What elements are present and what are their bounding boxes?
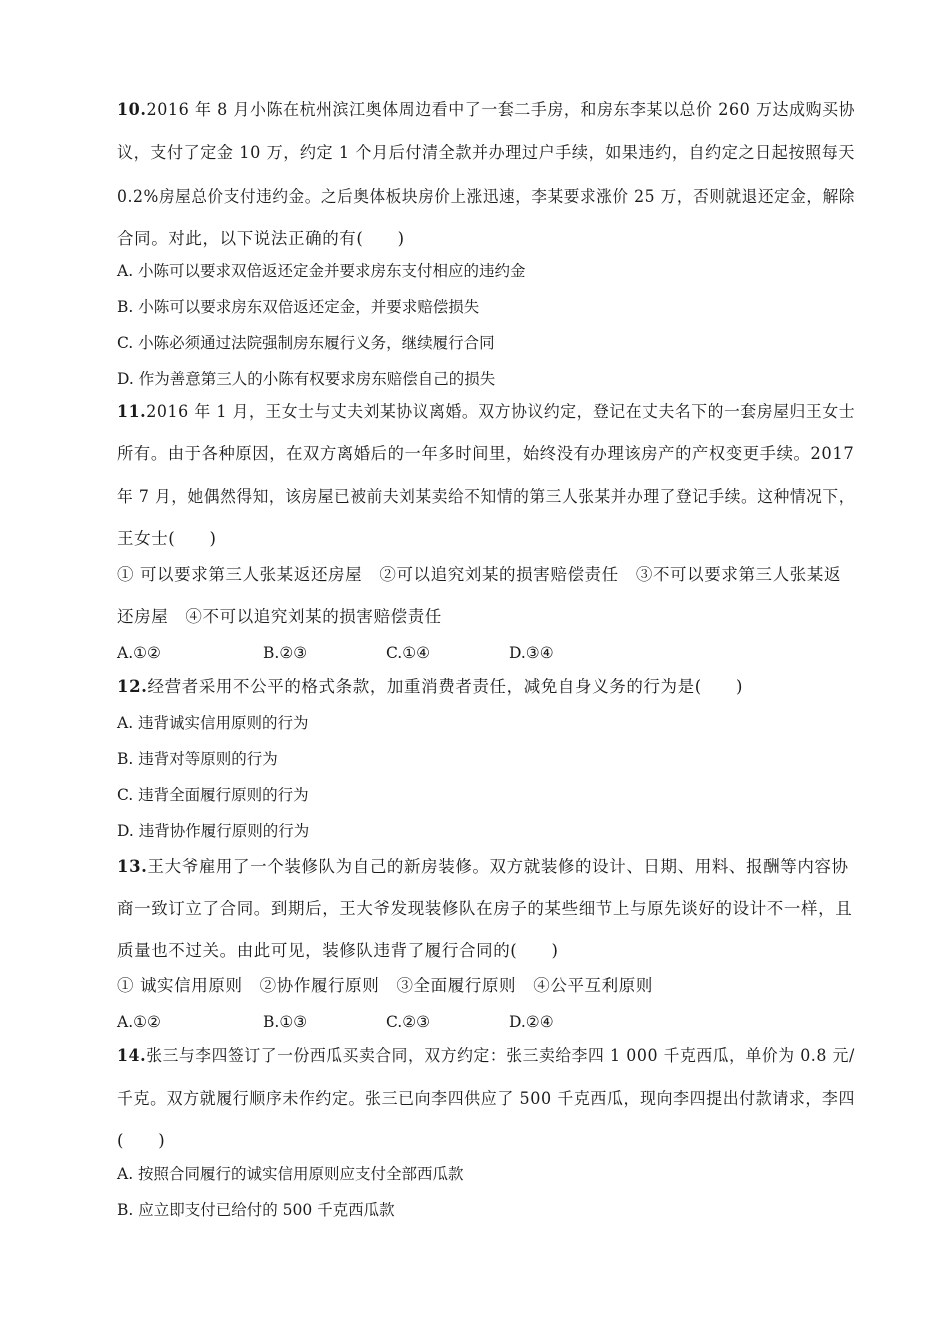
choice-c: C.②③ — [386, 1013, 431, 1031]
statement-line: ① 诚实信用原则 ②协作履行原则 ③全面履行原则 ④公平互利原则 — [117, 976, 653, 995]
question-stem-line: 12.经营者采用不公平的格式条款，加重消费者责任，减免自身义务的行为是( ) — [117, 677, 743, 696]
question-number: 11. — [117, 402, 147, 421]
option-d: D. 违背协作履行原则的行为 — [117, 822, 310, 840]
option-b: B. 小陈可以要求房东双倍返还定金，并要求赔偿损失 — [117, 298, 480, 316]
question-stem-line: 王女士( ) — [117, 529, 217, 548]
option-a: A. 小陈可以要求双倍返还定金并要求房东支付相应的违约金 — [117, 262, 526, 280]
question-stem-line: 14.张三与李四签订了一份西瓜买卖合同，双方约定：张三卖给李四 1 000 千克西瓜，单价为 0.8 元/ — [117, 1046, 855, 1065]
question-stem-line: 所有。由于各种原因，在双方离婚后的一年多时间里，始终没有办理该房产的产权变更手续。2017 — [117, 444, 855, 463]
question-stem-line: 年 7 月，她偶然得知，该房屋已被前夫刘某卖给不知情的第三人张某并办理了登记手续。这种情况下， — [117, 487, 855, 506]
question-stem-line: 合同。对此，以下说法正确的有( ) — [117, 229, 405, 248]
choice-d: D.②④ — [509, 1013, 554, 1031]
statement-line: ① 可以要求第三人张某返还房屋 ②可以追究刘某的损害赔偿责任 ③不可以要求第三人张某返 — [117, 565, 842, 584]
question-stem-line: 议，支付了定金 10 万，约定 1 个月后付清全款并办理过户手续，如果违约，自约定之日起按照每天 — [117, 143, 856, 162]
statement-line: 还房屋 ④不可以追究刘某的损害赔偿责任 — [117, 607, 442, 626]
option-c: C. 小陈必须通过法院强制房东履行义务，继续履行合同 — [117, 334, 495, 352]
question-stem-line: 千克。双方就履行顺序未作约定。张三已向李四供应了 500 千克西瓜，现向李四提出付款请求，李四 — [117, 1089, 856, 1108]
choice-a: A.①② — [117, 644, 161, 662]
option-c: C. 违背全面履行原则的行为 — [117, 786, 309, 804]
question-number: 14. — [117, 1046, 147, 1065]
question-stem-line: 13.王大爷雇用了一个装修队为自己的新房装修。双方就装修的设计、日期、用料、报酬等内容协 — [117, 857, 849, 876]
choice-a: A.①② — [117, 1013, 161, 1031]
question-stem-line: 11.2016 年 1 月，王女士与丈夫刘某协议离婚。双方协议约定，登记在丈夫名下的一套房屋归王女士 — [117, 402, 856, 421]
question-stem-line: 10.2016 年 8 月小陈在杭州滨江奥体周边看中了一套二手房，和房东李某以总价 260 万达成购买协 — [117, 100, 856, 119]
option-a: A. 按照合同履行的诚实信用原则应支付全部西瓜款 — [117, 1165, 464, 1183]
question-number: 12. — [117, 677, 148, 696]
choice-b: B.②③ — [263, 644, 308, 662]
question-stem-line: 质量也不过关。由此可见，装修队违背了履行合同的( ) — [117, 941, 559, 960]
choice-d: D.③④ — [509, 644, 554, 662]
question-stem-line: ( ) — [117, 1131, 166, 1150]
question-number: 10. — [117, 100, 147, 119]
question-stem-line: 商一致订立了合同。到期后，王大爷发现装修队在房子的某些细节上与原先谈好的设计不一样，且 — [117, 899, 853, 918]
question-number: 13. — [117, 857, 148, 876]
option-a: A. 违背诚实信用原则的行为 — [117, 714, 309, 732]
choice-b: B.①③ — [263, 1013, 308, 1031]
option-d: D. 作为善意第三人的小陈有权要求房东赔偿自己的损失 — [117, 370, 496, 388]
question-stem-line: 0.2%房屋总价支付违约金。之后奥体板块房价上涨迅速，李某要求涨价 25 万，否则就退还定金，解除 — [117, 187, 856, 206]
choice-c: C.①④ — [386, 644, 431, 662]
option-b: B. 违背对等原则的行为 — [117, 750, 278, 768]
option-b: B. 应立即支付已给付的 500 千克西瓜款 — [117, 1201, 395, 1219]
